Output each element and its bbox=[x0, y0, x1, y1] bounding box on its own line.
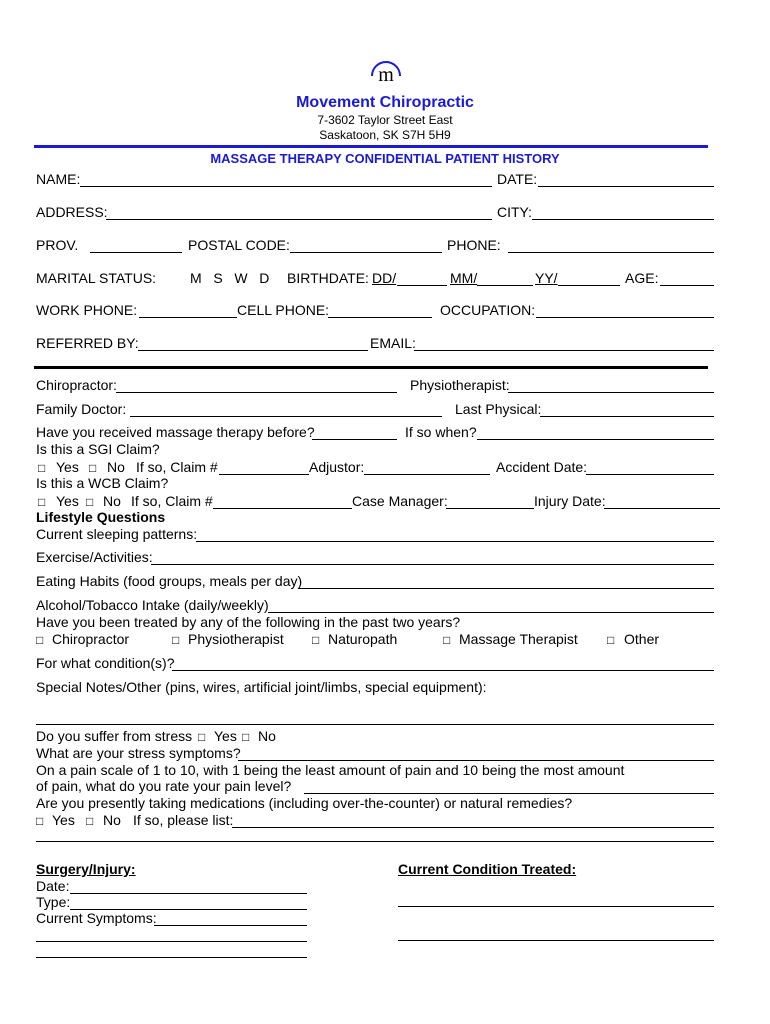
logo-letter: m bbox=[378, 64, 394, 86]
referred-field[interactable] bbox=[138, 350, 368, 351]
wcb-no-label: No bbox=[103, 493, 121, 509]
cell-phone-field[interactable] bbox=[328, 317, 432, 318]
symptoms-label: Current Symptoms: bbox=[36, 910, 157, 926]
last-physical-label: Last Physical: bbox=[455, 401, 542, 417]
sgi-claim-num-label: If so, Claim # bbox=[136, 459, 218, 475]
meds-yes-label: Yes bbox=[52, 812, 75, 828]
please-list-label: If so, please list: bbox=[133, 812, 234, 828]
last-physical-field[interactable] bbox=[540, 416, 714, 417]
name-label: NAME: bbox=[36, 171, 81, 187]
wcb-no-checkbox[interactable]: □ bbox=[86, 495, 94, 509]
age-field[interactable] bbox=[660, 285, 714, 286]
date-label: DATE: bbox=[497, 171, 538, 187]
accident-date-label: Accident Date: bbox=[496, 459, 588, 475]
eating-label: Eating Habits (food groups, meals per day) bbox=[36, 573, 303, 589]
massage-therapist-checkbox[interactable]: □ bbox=[443, 633, 451, 647]
marital-label: MARITAL STATUS: bbox=[36, 270, 157, 286]
work-phone-field[interactable] bbox=[139, 317, 237, 318]
marital-options[interactable]: M S W D bbox=[190, 270, 270, 286]
name-field[interactable] bbox=[80, 186, 492, 187]
meds-no-checkbox[interactable]: □ bbox=[86, 814, 94, 828]
work-phone-label: WORK PHONE: bbox=[36, 302, 138, 318]
birth-yy-label: YY/ bbox=[535, 270, 558, 286]
case-manager-field[interactable] bbox=[446, 508, 534, 509]
symptoms-field[interactable] bbox=[154, 925, 307, 926]
medications-field-2[interactable] bbox=[36, 841, 714, 842]
sgi-claim-num-field[interactable] bbox=[219, 474, 309, 475]
sleeping-label: Current sleeping patterns: bbox=[36, 526, 198, 542]
alcohol-field[interactable] bbox=[268, 612, 714, 613]
if-so-when-field[interactable] bbox=[477, 439, 714, 440]
pain-level-field[interactable] bbox=[304, 793, 714, 794]
family-doctor-label: Family Doctor: bbox=[36, 401, 127, 417]
stress-symptoms-field[interactable] bbox=[238, 760, 714, 761]
wcb-claim-label: Is this a WCB Claim? bbox=[36, 475, 169, 491]
massage-before-label: Have you received massage therapy before? bbox=[36, 424, 315, 440]
pain-scale-line2: of pain, what do you rate your pain level? bbox=[36, 778, 292, 794]
sgi-yes-label: Yes bbox=[56, 459, 79, 475]
sgi-claim-label: Is this a SGI Claim? bbox=[36, 441, 160, 457]
occupation-field[interactable] bbox=[536, 317, 714, 318]
header-rule bbox=[34, 145, 708, 148]
date-field[interactable] bbox=[538, 186, 714, 187]
surgery-date-label: Date: bbox=[36, 878, 70, 894]
wcb-claim-num-label: If so, Claim # bbox=[131, 493, 213, 509]
meds-yes-checkbox[interactable]: □ bbox=[36, 814, 44, 828]
sleeping-field[interactable] bbox=[196, 541, 714, 542]
for-condition-field[interactable] bbox=[172, 670, 714, 671]
birth-mm-field[interactable] bbox=[477, 285, 533, 286]
pain-scale-line1: On a pain scale of 1 to 10, with 1 being the least amount of pain and 10 being the most amount bbox=[36, 762, 625, 778]
age-label: AGE: bbox=[625, 270, 659, 286]
condition-field-2[interactable] bbox=[398, 940, 714, 941]
wcb-claim-num-field[interactable] bbox=[213, 508, 352, 509]
address-label: ADDRESS: bbox=[36, 204, 108, 220]
exercise-field[interactable] bbox=[151, 564, 714, 565]
lifestyle-heading: Lifestyle Questions bbox=[36, 509, 166, 525]
eating-field[interactable] bbox=[298, 588, 714, 589]
practitioner-massage-therapist: Massage Therapist bbox=[459, 631, 578, 647]
phone-field[interactable] bbox=[508, 252, 714, 253]
wcb-yes-checkbox[interactable]: □ bbox=[38, 495, 46, 509]
prov-label: PROV. bbox=[36, 237, 79, 253]
birth-dd-field[interactable] bbox=[397, 285, 447, 286]
for-condition-label: For what condition(s)? bbox=[36, 655, 175, 671]
condition-heading: Current Condition Treated: bbox=[398, 861, 577, 877]
city-label: CITY: bbox=[497, 204, 533, 220]
stress-label: Do you suffer from stress bbox=[36, 728, 193, 744]
accident-date-field[interactable] bbox=[586, 474, 714, 475]
clinic-address-line1: 7-3602 Taylor Street East bbox=[317, 113, 453, 127]
city-field[interactable] bbox=[532, 219, 714, 220]
sgi-yes-checkbox[interactable]: □ bbox=[38, 461, 46, 475]
clinic-logo bbox=[366, 54, 406, 90]
birth-mm-label: MM/ bbox=[450, 270, 478, 286]
if-so-when-label: If so when? bbox=[405, 424, 477, 440]
chiropractor-field[interactable] bbox=[116, 392, 397, 393]
chiropractor-checkbox[interactable]: □ bbox=[36, 633, 44, 647]
exercise-label: Exercise/Activities: bbox=[36, 549, 153, 565]
surgery-heading: Surgery/Injury: bbox=[36, 861, 136, 877]
postal-field[interactable] bbox=[290, 252, 442, 253]
form-title: MASSAGE THERAPY CONFIDENTIAL PATIENT HISTORY bbox=[210, 151, 560, 166]
stress-yes-checkbox[interactable]: □ bbox=[198, 730, 206, 744]
meds-no-label: No bbox=[103, 812, 121, 828]
massage-before-field[interactable] bbox=[312, 439, 397, 440]
injury-date-label: Injury Date: bbox=[534, 493, 606, 509]
condition-field-1[interactable] bbox=[398, 906, 714, 907]
wcb-yes-label: Yes bbox=[56, 493, 79, 509]
symptoms-field-3[interactable] bbox=[36, 957, 307, 958]
alcohol-label: Alcohol/Tobacco Intake (daily/weekly) bbox=[36, 597, 269, 613]
chiropractor-label: Chiropractor: bbox=[36, 377, 117, 393]
stress-no-label: No bbox=[258, 728, 276, 744]
sgi-no-label: No bbox=[107, 459, 125, 475]
physiotherapist-label: Physiotherapist: bbox=[410, 377, 510, 393]
symptoms-field-2[interactable] bbox=[36, 941, 307, 942]
adjustor-field[interactable] bbox=[364, 474, 490, 475]
injury-date-field[interactable] bbox=[604, 508, 720, 509]
other-checkbox[interactable]: □ bbox=[607, 633, 615, 647]
email-label: EMAIL: bbox=[370, 335, 416, 351]
adjustor-label: Adjustor: bbox=[309, 459, 365, 475]
clinic-address-line2: Saskatoon, SK S7H 5H9 bbox=[319, 128, 451, 142]
special-notes-label: Special Notes/Other (pins, wires, artificial joint/limbs, special equipment): bbox=[36, 679, 487, 695]
phone-label: PHONE: bbox=[447, 237, 501, 253]
practitioner-other: Other bbox=[624, 631, 660, 647]
email-field[interactable] bbox=[414, 350, 714, 351]
referred-label: REFERRED BY: bbox=[36, 335, 139, 351]
birth-dd-label: DD/ bbox=[372, 270, 397, 286]
special-notes-field[interactable] bbox=[36, 724, 714, 725]
clinic-name: Movement Chiropractic bbox=[296, 94, 474, 111]
address-field[interactable] bbox=[106, 219, 492, 220]
surgery-type-label: Type: bbox=[36, 894, 71, 910]
surgery-date-field[interactable] bbox=[70, 893, 307, 894]
postal-label: POSTAL CODE: bbox=[188, 237, 290, 253]
stress-no-checkbox[interactable]: □ bbox=[242, 730, 250, 744]
medications-field[interactable] bbox=[232, 827, 714, 828]
physiotherapist-checkbox[interactable]: □ bbox=[172, 633, 180, 647]
stress-yes-label: Yes bbox=[214, 728, 237, 744]
occupation-label: OCCUPATION: bbox=[440, 302, 536, 318]
section-divider bbox=[34, 366, 708, 369]
treated-by-label: Have you been treated by any of the following in the past two years? bbox=[36, 614, 461, 630]
physiotherapist-field[interactable] bbox=[508, 392, 714, 393]
practitioner-chiropractor: Chiropractor bbox=[52, 631, 130, 647]
cell-phone-label: CELL PHONE: bbox=[237, 302, 330, 318]
naturopath-checkbox[interactable]: □ bbox=[312, 633, 320, 647]
prov-field[interactable] bbox=[90, 252, 182, 253]
birth-yy-field[interactable] bbox=[558, 285, 620, 286]
family-doctor-field[interactable] bbox=[130, 416, 442, 417]
sgi-no-checkbox[interactable]: □ bbox=[89, 461, 97, 475]
case-manager-label: Case Manager: bbox=[352, 493, 448, 509]
birthdate-label: BIRTHDATE: bbox=[287, 270, 369, 286]
medications-label: Are you presently taking medications (including over-the-counter) or natural remedies? bbox=[36, 795, 573, 811]
practitioner-naturopath: Naturopath bbox=[328, 631, 398, 647]
stress-symptoms-label: What are your stress symptoms? bbox=[36, 745, 241, 761]
practitioner-physiotherapist: Physiotherapist bbox=[188, 631, 284, 647]
